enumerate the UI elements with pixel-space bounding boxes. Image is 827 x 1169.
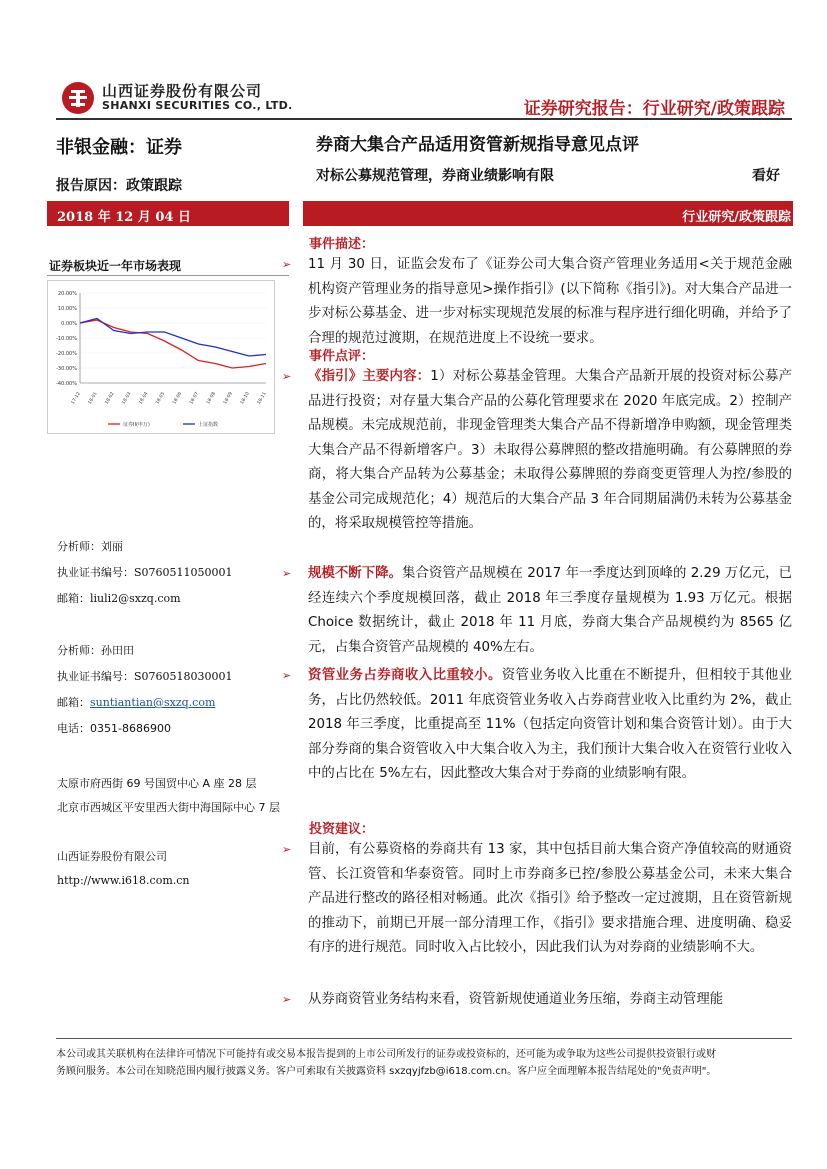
event-paragraph [282, 253, 792, 351]
comment-heading: 事件点评： [309, 349, 375, 364]
y-tick-label: 10.00% [57, 306, 77, 312]
bullet-arrow-icon: ➢ [282, 258, 292, 271]
analyst-2-email-row [57, 694, 215, 710]
event-heading: 事件描述： [309, 237, 375, 252]
chart-svg [48, 281, 274, 433]
invest-paragraph-2 [282, 988, 792, 1013]
header-divider [56, 118, 792, 120]
email-label: 邮箱： [57, 592, 90, 605]
sidebar-company: 山西证券股份有限公司 [57, 850, 167, 863]
bullet-arrow-icon: ➢ [282, 993, 292, 1006]
report-title: 券商大集合产品适用资管新规指导意见点评 [316, 135, 639, 155]
guideline-text: 1）对标公募基金管理。大集合产品新开展的投资对标公募产品进行投资；对存量大集合产品的公募化管理要求在 2020 年底完成。2）控制产品规模。未完成规范前，非现金管理类大集合产品不得新增净申购额，现金管理类大集合产品不得新增客户。3）未取得公募牌照的整改措施明确。有公募牌照的券商，将大集合产品转为公募基金；未取得公募牌照的券商变更管理人为控/参股的基金公司完成规范化；4）规范后的大集合产品 3 年合同期届满仍未转为公募基金的，将采取规模管控等措施。 [308, 369, 792, 531]
analyst-1-email-row [57, 590, 181, 606]
point-scale [282, 562, 793, 660]
analyst-2-phone: 电话：0351-8686900 [57, 722, 171, 735]
legend-label: 证券II(申万) [123, 422, 150, 428]
disclaimer-line-2: 务顾问服务。本公司在知晓范围内履行披露义务。客户可索取有关披露资料 sxzqyjfzb@i618.com.cn。客户应全面理解本报告结尾处的"免责声明"。 [56, 1066, 717, 1077]
x-tick-label: 18-02 [104, 391, 116, 406]
guideline-highlight: 《指引》主要内容： [308, 369, 431, 384]
report-reason: 报告原因：政策跟踪 [56, 178, 182, 194]
legend-label: 上证指数 [198, 422, 219, 428]
footer-divider [56, 1038, 792, 1039]
footer-disclaimer [56, 1046, 792, 1080]
analyst-2-email[interactable]: suntiantian@sxzq.com [90, 696, 216, 709]
scale-text: 集合资管产品规模在 2017 年一季度达到顶峰的 2.29 万亿元，已经连续六个季度规模回落，截止 2018 年三季度存量规模为 1.93 万亿元。根据 Choice 数据统计，截止 2018 年 11 月底，券商大集合产品规模约为 8565 亿元，占集合资管产品规模的 40%左右。 [308, 566, 793, 655]
y-tick-label: -10.00% [56, 336, 77, 342]
x-tick-label: 18-07 [189, 391, 201, 406]
sector-title: 非银金融：证券 [56, 137, 182, 158]
invest-text-1: 目前，有公募资格的券商共有 13 家，其中包括目前大集合资产净值较高的财通资管、长江资管和华泰资管。同时上市券商多已控/参股公募基金公司，未来大集合产品进行整改的路径相对畅通。此次《指引》给予整改一定过渡期，且在资管新规的推动下，前期已开展一部分清理工作，《指引》要求措施合理、进度明确、稳妥有序的进行规范。同时收入占比较小，因此我们认为对券商的业绩影响不大。 [308, 842, 792, 955]
report-category: 行业研究/政策跟踪 [682, 210, 791, 225]
analyst-2-name: 分析师：孙田田 [57, 644, 134, 657]
series-line [80, 320, 266, 368]
invest-paragraph-1 [282, 838, 792, 961]
scale-highlight: 规模不断下降。 [308, 566, 403, 581]
company-name-en: SHANXI SECURITIES CO., LTD. [102, 99, 293, 112]
chart-title: 证券板块近一年市场表现 [49, 259, 182, 273]
y-tick-label: 20.00% [57, 291, 77, 297]
address-beijing: 北京市西城区平安里西大街中海国际中心 7 层 [57, 801, 280, 814]
series-line [80, 319, 266, 357]
company-website[interactable]: http://www.i618.com.cn [57, 874, 190, 887]
bullet-arrow-icon: ➢ [282, 669, 292, 682]
disclaimer-line-1: 本公司或其关联机构在法律许可情况下可能持有或交易本报告提到的上市公司所发行的证券或投资标的，还可能为或争取为这些公司提供投资银行或财 [56, 1049, 716, 1060]
x-tick-label: 18-08 [206, 391, 218, 406]
chart-divider [47, 275, 289, 276]
report-subtitle: 对标公募规范管理，券商业绩影响有限 [316, 168, 554, 184]
invest-text-2: 从券商资管业务结构来看，资管新规使通道业务压缩，券商主动管理能 [308, 992, 724, 1007]
analyst-1-cert: 执业证书编号：S0760511050001 [57, 566, 233, 579]
analyst-1-name: 分析师：刘丽 [57, 540, 123, 553]
logo-mark-icon [62, 82, 94, 114]
email-label: 邮箱： [57, 696, 90, 709]
x-tick-label: 18-04 [138, 391, 150, 406]
company-logo [62, 82, 94, 114]
x-tick-label: 18-06 [172, 391, 184, 406]
y-tick-label: -30.00% [56, 366, 77, 372]
company-name-cn: 山西证券股份有限公司 [102, 82, 263, 100]
x-tick-label: 17-12 [70, 391, 82, 406]
revenue-highlight: 资管业务占券商收入比重较小。 [308, 668, 502, 683]
x-tick-label: 18-05 [155, 391, 167, 406]
point-guideline [282, 365, 792, 537]
revenue-text: 资管业务收入比重在不断提升，但相较于其他业务，占比仍然较低。2011 年底资管业务收入占券商营业收入比重约为 2%，截止 2018 年三季度，比重提高至 11%（包括定向资管计划和集合资管计划）。由于大部分券商的集合资管收入中大集合收入为主，我们预计大集合收入在资管行业收入中的占比在 5%左右，因此整改大集合对于券商的业绩影响有限。 [308, 668, 792, 781]
invest-heading: 投资建议： [309, 822, 375, 837]
performance-chart [47, 280, 275, 434]
bullet-arrow-icon: ➢ [282, 567, 292, 580]
y-tick-label: -40.00% [56, 381, 77, 387]
x-tick-label: 18-09 [223, 391, 234, 406]
y-tick-label: -20.00% [56, 351, 77, 357]
x-tick-label: 18-11 [256, 391, 268, 406]
x-tick-label: 18-03 [121, 391, 133, 406]
address-taiyuan: 太原市府西街 69 号国贸中心 A 座 28 层 [57, 777, 257, 790]
report-type: 证券研究报告：行业研究/政策跟踪 [523, 99, 785, 119]
analyst-1-email[interactable]: liuli2@sxzq.com [90, 592, 181, 605]
x-tick-label: 18-10 [239, 391, 251, 406]
point-revenue [282, 664, 792, 787]
analyst-2-cert: 执业证书编号：S0760518030001 [57, 670, 233, 683]
bullet-arrow-icon: ➢ [282, 370, 292, 383]
event-text: 11 月 30 日，证监会发布了《证券公司大集合资产管理业务适用<关于规范金融机构资产管理业务的指导意见>操作指引》(以下简称《指引》)。对大集合产品进一步对标公募基金、进一步对标实现规范发展的标准与程序进行细化明确，并给予了合理的规范过渡期，在规范进度上不设统一要求。 [308, 257, 792, 346]
rating-badge: 看好 [752, 168, 780, 184]
bullet-arrow-icon: ➢ [282, 843, 292, 856]
report-date: 2018 年 12 月 04 日 [57, 210, 191, 225]
x-tick-label: 18-01 [87, 391, 99, 406]
y-tick-label: 0.00% [61, 321, 77, 327]
